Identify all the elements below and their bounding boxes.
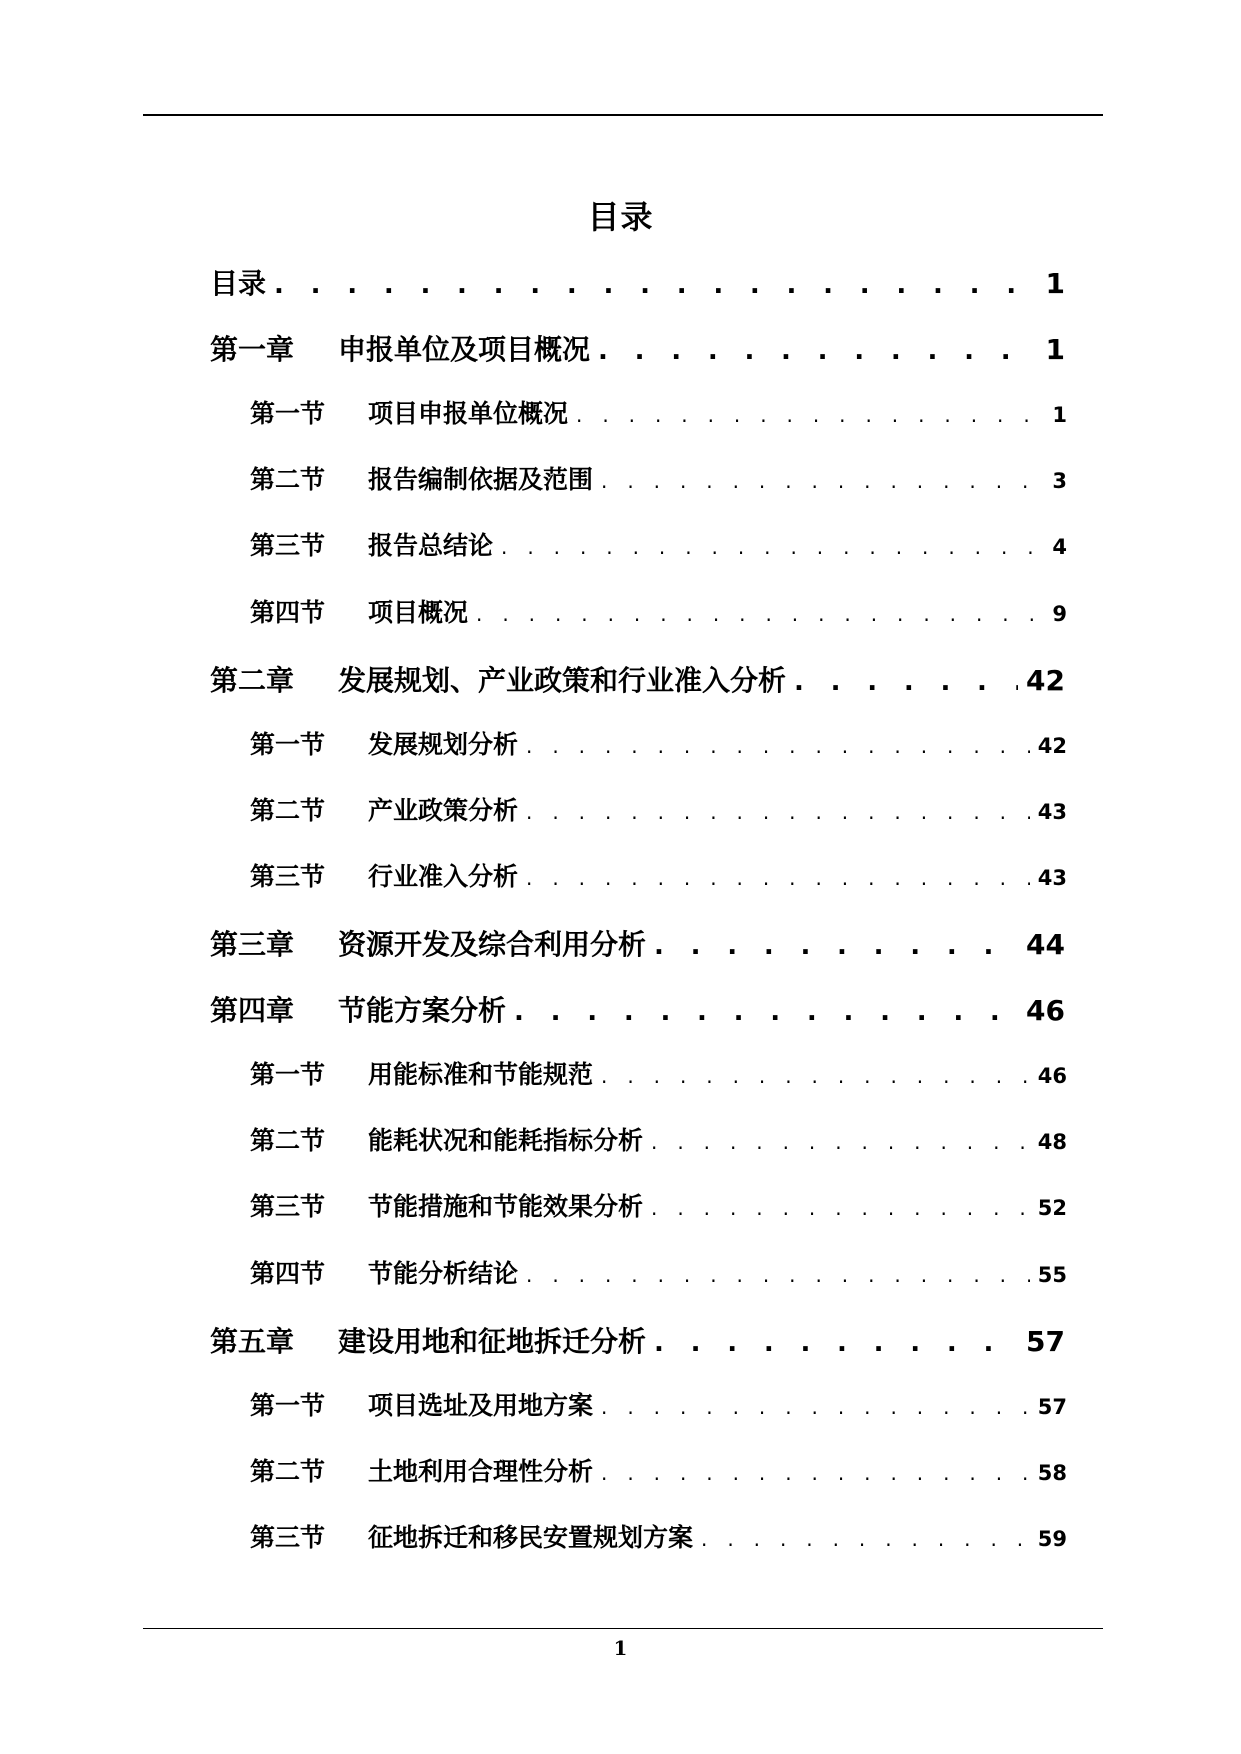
toc-entry-number: 第三节 bbox=[250, 1192, 326, 1222]
toc-entry-title: 用能标准和节能规范 bbox=[368, 1060, 594, 1090]
toc-chapter-entry[interactable] bbox=[210, 923, 1065, 963]
toc-dot-leader bbox=[514, 997, 1018, 1027]
toc-entry-page: 55 bbox=[1037, 1262, 1067, 1287]
toc-entry-number: 第三节 bbox=[250, 861, 326, 891]
toc-entry-page: 57 bbox=[1037, 1394, 1067, 1419]
toc-entry-title: 行业准入分析 bbox=[368, 861, 519, 891]
toc-entry-page: 42 bbox=[1037, 733, 1067, 758]
toc-entry-page: 1 bbox=[1045, 333, 1065, 367]
toc-section-entry[interactable] bbox=[250, 1187, 1067, 1223]
toc-chapter-entry[interactable] bbox=[210, 262, 1065, 302]
toc-entry-number: 第三章 bbox=[210, 928, 295, 961]
toc-dot-leader bbox=[701, 1527, 1030, 1551]
toc-section-entry[interactable] bbox=[250, 526, 1067, 562]
toc-entry-title: 节能方案分析 bbox=[338, 994, 507, 1028]
toc-entry-page: 46 bbox=[1037, 1064, 1067, 1089]
toc-entry-title: 发展规划分析 bbox=[368, 729, 519, 759]
toc-entry-number: 第一章 bbox=[210, 333, 295, 367]
toc-section-entry[interactable] bbox=[250, 394, 1067, 430]
toc-dot-leader bbox=[651, 1196, 1030, 1220]
toc-entry-title: 项目申报单位概况 bbox=[368, 399, 569, 429]
toc-entry-number: 第五章 bbox=[210, 1324, 295, 1358]
toc-section-entry[interactable] bbox=[250, 1452, 1067, 1488]
toc-entry-page: 43 bbox=[1037, 865, 1067, 890]
toc-entry-page: 44 bbox=[1026, 928, 1065, 961]
toc-dot-leader bbox=[526, 800, 1030, 824]
toc-entry-title: 节能措施和节能效果分析 bbox=[368, 1192, 644, 1222]
toc-entry-title: 报告总结论 bbox=[368, 531, 494, 561]
toc-entry-title: 项目概况 bbox=[368, 597, 469, 627]
toc-entry-number: 第二节 bbox=[250, 1456, 326, 1486]
toc-dot-leader bbox=[576, 403, 1044, 427]
toc-title: 目录 bbox=[587, 198, 654, 236]
toc-entry-page: 1 bbox=[1045, 267, 1065, 300]
toc-section-entry[interactable] bbox=[250, 1254, 1067, 1290]
toc-chapter-entry[interactable] bbox=[210, 659, 1065, 699]
toc-entry-page: 43 bbox=[1037, 799, 1067, 824]
footer-rule bbox=[143, 1628, 1103, 1629]
toc-dot-leader bbox=[526, 734, 1030, 758]
header-rule bbox=[143, 114, 1103, 116]
toc-section-entry[interactable] bbox=[250, 1121, 1067, 1157]
toc-entry-title: 节能分析结论 bbox=[368, 1258, 519, 1288]
toc-chapter-entry[interactable] bbox=[210, 989, 1065, 1029]
toc-entry-page: 4 bbox=[1052, 535, 1067, 560]
toc-entry-page: 59 bbox=[1037, 1526, 1067, 1551]
toc-entry-number: 第一节 bbox=[250, 1060, 326, 1090]
toc-entry-title: 产业政策分析 bbox=[368, 795, 519, 825]
footer-page-number: 1 bbox=[613, 1636, 628, 1660]
toc-entry-number: 第四节 bbox=[250, 597, 326, 627]
toc-entry-title: 能耗状况和能耗指标分析 bbox=[368, 1126, 644, 1156]
toc-entry-page: 52 bbox=[1037, 1196, 1067, 1221]
toc-section-entry[interactable] bbox=[250, 791, 1067, 827]
toc-section-entry[interactable] bbox=[250, 857, 1067, 893]
toc-entry-page: 1 bbox=[1052, 403, 1067, 428]
toc-entry-page: 42 bbox=[1026, 663, 1065, 697]
toc-entry-number: 第三节 bbox=[250, 531, 326, 561]
toc-dot-leader bbox=[654, 1328, 1018, 1358]
toc-entry-title: 资源开发及综合利用分析 bbox=[338, 928, 647, 961]
toc-section-entry[interactable] bbox=[250, 1518, 1067, 1554]
toc-dot-leader bbox=[601, 469, 1044, 493]
toc-entry-number: 第一节 bbox=[250, 1390, 326, 1420]
toc-entry-number: 第二节 bbox=[250, 1126, 326, 1156]
toc-entry-number: 第二节 bbox=[250, 795, 326, 825]
toc-entry-page: 9 bbox=[1052, 601, 1067, 626]
toc-entry-number: 第四节 bbox=[250, 1258, 326, 1288]
toc-entry-page: 58 bbox=[1037, 1460, 1067, 1485]
toc-dot-leader bbox=[526, 1263, 1030, 1287]
toc-chapter-entry[interactable] bbox=[210, 1320, 1065, 1360]
toc-entry-number: 目录 bbox=[210, 267, 267, 300]
toc-dot-leader bbox=[501, 535, 1044, 559]
toc-entry-page: 3 bbox=[1052, 469, 1067, 494]
toc-entry-title: 建设用地和征地拆迁分析 bbox=[338, 1324, 647, 1358]
toc-entry-number: 第二节 bbox=[250, 465, 326, 495]
toc-dot-leader bbox=[651, 1130, 1030, 1154]
toc-chapter-entry[interactable] bbox=[210, 328, 1065, 368]
toc-dot-leader bbox=[598, 336, 1038, 366]
toc-dot-leader bbox=[654, 931, 1018, 961]
toc-dot-leader bbox=[601, 1064, 1030, 1088]
toc-dot-leader bbox=[526, 866, 1030, 890]
toc-entry-title: 土地利用合理性分析 bbox=[368, 1456, 594, 1486]
toc-entry-page: 48 bbox=[1037, 1130, 1067, 1155]
toc-entry-page: 46 bbox=[1026, 994, 1065, 1028]
toc-section-entry[interactable] bbox=[250, 1055, 1067, 1091]
toc-section-entry[interactable] bbox=[250, 593, 1067, 629]
toc-dot-leader bbox=[274, 270, 1038, 300]
toc-entry-title: 报告编制依据及范围 bbox=[368, 465, 594, 495]
toc-dot-leader bbox=[601, 1461, 1030, 1485]
toc-entry-number: 第二章 bbox=[210, 663, 295, 697]
toc-dot-leader bbox=[601, 1395, 1030, 1419]
toc-entry-title: 征地拆迁和移民安置规划方案 bbox=[368, 1522, 694, 1552]
toc-dot-leader bbox=[794, 667, 1018, 697]
toc-entry-title: 项目选址及用地方案 bbox=[368, 1390, 594, 1420]
toc-entry-page: 57 bbox=[1026, 1324, 1065, 1358]
toc-entry-number: 第四章 bbox=[210, 994, 295, 1028]
toc-entry-number: 第三节 bbox=[250, 1522, 326, 1552]
toc-section-entry[interactable] bbox=[250, 460, 1067, 496]
toc-section-entry[interactable] bbox=[250, 1386, 1067, 1422]
toc-entry-title: 申报单位及项目概况 bbox=[338, 333, 591, 367]
toc-entry-number: 第一节 bbox=[250, 399, 326, 429]
toc-entry-number: 第一节 bbox=[250, 729, 326, 759]
toc-entry-title: 发展规划、产业政策和行业准入分析 bbox=[338, 663, 787, 697]
toc-dot-leader bbox=[476, 602, 1044, 626]
toc-section-entry[interactable] bbox=[250, 725, 1067, 761]
